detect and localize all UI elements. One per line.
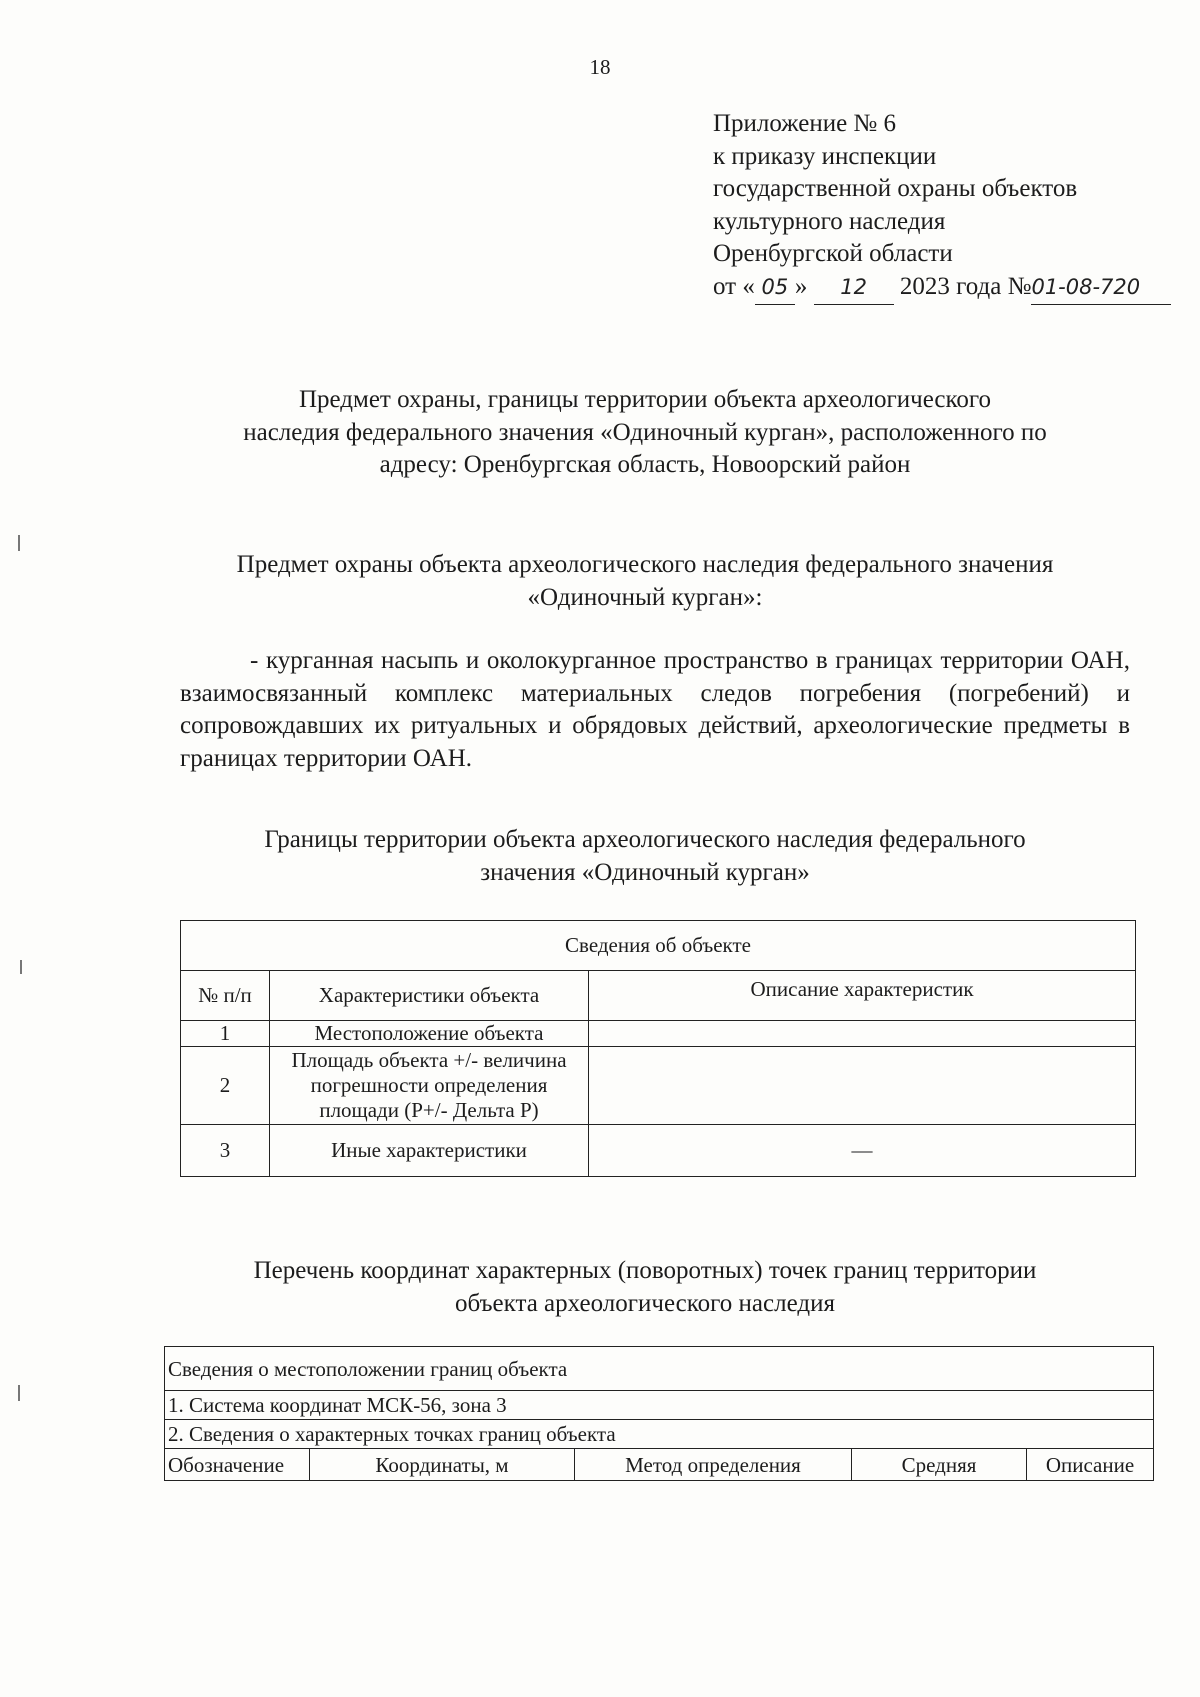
appendix-line: Оренбургской области bbox=[713, 240, 953, 268]
appendix-header bbox=[713, 108, 1183, 305]
protection-subject-text: - курганная насыпь и околокурганное пространство в границах территории ОАН, взаимосвязанный комплекс материальных следов погребения (погребений) и сопровождавших их ритуальных и обрядовых действий, археологические предметы в границах территории ОАН. bbox=[180, 647, 1130, 772]
row-characteristic: Иные характеристики bbox=[270, 1125, 589, 1177]
date-mid: » bbox=[794, 272, 808, 300]
row-number: 2 bbox=[181, 1047, 270, 1125]
column-header: Средняя bbox=[852, 1449, 1027, 1481]
appendix-line: культурного наследия bbox=[713, 207, 946, 235]
protection-subject-heading bbox=[180, 549, 1110, 614]
heading-line: объекта археологического наследия bbox=[455, 1289, 835, 1317]
coordinates-heading bbox=[180, 1255, 1110, 1320]
coordinates-table bbox=[164, 1346, 1154, 1481]
column-header: Характеристики объекта bbox=[270, 971, 589, 1021]
section-title: Сведения о местоположении границ объекта bbox=[165, 1347, 1154, 1391]
main-title-line: адресу: Оренбургская область, Новоорский район bbox=[379, 451, 911, 478]
main-title-line: наследия федерального значения «Одиночный курган», расположенного по bbox=[243, 418, 1047, 446]
points-title: 2. Сведения о характерных точках границ объекта bbox=[165, 1420, 1154, 1449]
appendix-line: Приложение № 6 bbox=[713, 110, 897, 137]
object-info-table bbox=[180, 920, 1136, 1177]
coordinate-system: 1. Система координат МСК-56, зона 3 bbox=[165, 1391, 1154, 1420]
main-title bbox=[180, 384, 1110, 482]
column-header: № п/п bbox=[181, 971, 270, 1021]
scan-mark bbox=[18, 1385, 20, 1401]
row-description: — bbox=[589, 1125, 1136, 1177]
column-header: Координаты, м bbox=[310, 1449, 575, 1481]
scan-mark bbox=[18, 535, 20, 551]
row-characteristic: Площадь объекта +/- величина погрешности определения площади (Р+/- Дельта Р) bbox=[270, 1047, 589, 1125]
appendix-line: к приказу инспекции bbox=[713, 142, 937, 170]
appendix-line: государственной охраны объектов bbox=[713, 175, 1078, 203]
table-row bbox=[181, 1021, 1136, 1047]
column-header: Метод определения bbox=[575, 1449, 852, 1481]
column-header: Описание характеристик bbox=[589, 971, 1136, 1021]
date-year: 2023 года № bbox=[899, 272, 1032, 300]
column-header: Обозначение bbox=[165, 1449, 310, 1481]
heading-line: Перечень координат характерных (поворотных) точек границ территории bbox=[253, 1257, 1037, 1284]
column-header: Описание bbox=[1027, 1449, 1154, 1481]
row-characteristic: Местоположение объекта bbox=[270, 1021, 589, 1047]
row-description bbox=[589, 1047, 1136, 1125]
row-description bbox=[589, 1021, 1136, 1047]
table-row bbox=[181, 1125, 1136, 1177]
table-caption: Сведения об объекте bbox=[181, 921, 1136, 971]
date-prefix: от « bbox=[713, 272, 755, 300]
heading-line: Предмет охраны объекта археологического наследия федерального значения bbox=[236, 551, 1054, 578]
row-number: 3 bbox=[181, 1125, 270, 1177]
heading-line: «Одиночный курган»: bbox=[527, 583, 763, 611]
table-row bbox=[165, 1449, 1154, 1481]
order-number: 01-08-720 bbox=[1031, 271, 1171, 305]
table-row bbox=[181, 1047, 1136, 1125]
boundaries-heading bbox=[180, 824, 1110, 889]
heading-line: Границы территории объекта археологического наследия федерального bbox=[264, 826, 1026, 853]
scan-mark bbox=[20, 960, 22, 974]
main-title-line: Предмет охраны, границы территории объекта археологического bbox=[298, 386, 992, 413]
date-month: 12 bbox=[814, 271, 894, 305]
date-day: 05 bbox=[755, 271, 795, 305]
order-date-line bbox=[713, 271, 1171, 305]
row-number: 1 bbox=[181, 1021, 270, 1047]
page-number: 18 bbox=[589, 55, 611, 79]
heading-line: значения «Одиночный курган» bbox=[480, 858, 810, 886]
